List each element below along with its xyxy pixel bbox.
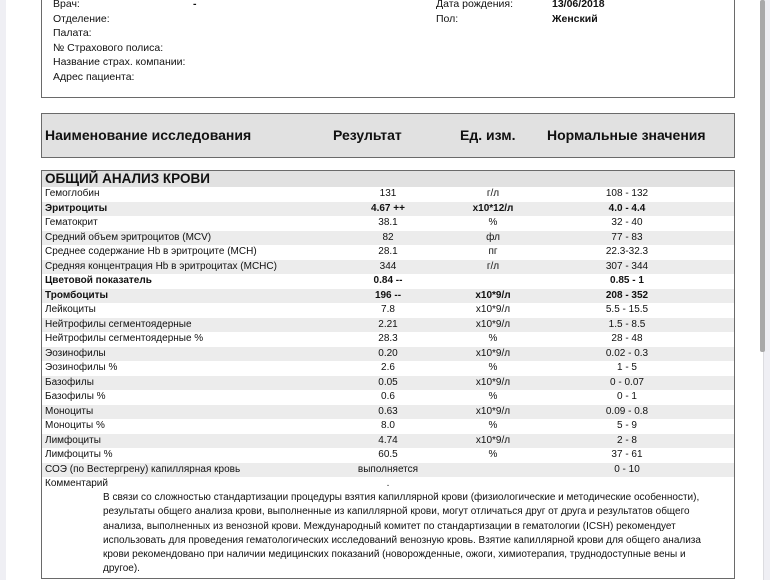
test-unit: x10*9/л [475,318,511,330]
test-result: 0.05 [378,376,398,388]
test-name: Средний объем эритроцитов (MCV) [45,231,212,243]
test-name: Комментарий [45,478,108,489]
table-row [42,361,734,376]
table-row [42,318,734,333]
sex-label: Пол: [436,13,459,25]
doctor-label: Врач: [53,0,80,10]
test-name: Средняя концентрация Hb в эритроцитах (MCHC) [45,260,277,272]
header-result: Результат [333,127,402,143]
test-result: 344 [379,260,397,272]
test-unit: x10*9/л [475,376,511,388]
test-unit: г/л [486,188,500,199]
test-name: Моноциты % [45,420,105,431]
test-result: 196 -- [374,289,402,301]
test-normal-range: 22.3-32.3 [605,246,649,257]
test-unit: x10*9/л [475,434,511,446]
test-normal-range: 5 - 9 [616,420,637,431]
test-result: 28.3 [378,333,398,344]
table-row [42,260,734,275]
test-result: . [386,478,390,489]
test-name: Гемоглобин [45,188,100,199]
test-name: Цветовой показатель [45,275,152,286]
test-result: 4.67 ++ [371,202,405,214]
doctor-value: - [193,0,197,10]
test-normal-range: 1.5 - 8.5 [608,318,646,330]
insurance-company-label: Название страх. компании: [53,56,186,68]
test-name: Лимфоциты [45,434,101,446]
test-normal-range: 28 - 48 [611,333,643,344]
table-row [42,477,734,492]
table-row [42,405,734,420]
test-normal-range: 0.85 - 1 [610,275,644,286]
test-name: Лимфоциты % [45,449,113,460]
test-unit: x10*9/л [475,405,511,417]
test-result: 0.84 -- [373,275,403,286]
table-row [42,376,734,391]
section-title: ОБЩИЙ АНАЛИЗ КРОВИ [42,171,734,187]
test-name: Эозинофилы [45,347,106,359]
test-result: 2.21 [378,318,398,330]
test-unit: пг [488,246,498,257]
test-name: Среднее содержание Hb в эритроците (MCH) [45,246,257,257]
test-name: Нейтрофилы сегментоядерные % [45,333,204,344]
test-normal-range: 0.02 - 0.3 [605,347,649,359]
table-row [42,390,734,405]
test-normal-range: 4.0 - 4.4 [608,202,646,214]
test-result: 0.63 [378,405,398,417]
sex-value: Женский [552,13,598,25]
test-normal-range: 0 - 1 [616,391,637,402]
table-row [42,463,734,478]
test-normal-range: 1 - 5 [616,362,637,373]
test-name: Нейтрофилы сегментоядерные [45,318,192,330]
table-row [42,419,734,434]
test-name: Лейкоциты [45,304,96,315]
test-result: 2.6 [381,362,395,373]
test-name: СОЭ (по Вестергрену) капиллярная кровь [45,463,241,475]
test-name: Базофилы % [45,391,106,402]
results-section [41,170,735,579]
test-normal-range: 208 - 352 [605,289,649,301]
patient-address-label: Адрес пациента: [53,71,135,83]
test-name: Базофилы [45,376,94,388]
test-normal-range: 32 - 40 [611,217,643,228]
test-unit: x10*12/л [472,202,514,214]
page-margin-left [0,0,6,580]
insurance-policy-label: № Страхового полиса: [53,42,164,54]
test-name: Гематокрит [45,217,98,228]
test-result: 4.74 [378,434,398,446]
test-name: Тромбоциты [45,289,109,301]
test-unit: % [488,333,498,344]
test-result: 131 [379,188,397,199]
birth-date-value: 13/06/2018 [552,0,605,10]
test-result: 7.8 [381,304,395,315]
test-result: 28.1 [378,246,398,257]
test-normal-range: 77 - 83 [611,231,643,243]
test-unit: % [488,449,498,460]
test-unit: фл [486,231,500,243]
test-unit: г/л [486,260,500,272]
table-row [42,289,734,304]
test-normal-range: 0 - 0.07 [610,376,644,388]
header-test-name: Наименование исследования [45,127,252,143]
test-normal-range: 0.09 - 0.8 [605,405,649,417]
table-row [42,274,734,289]
test-name: Эозинофилы % [45,362,118,373]
test-unit: x10*9/л [475,304,511,315]
table-row [42,216,734,231]
test-unit: % [488,391,498,402]
ward-label: Палата: [53,27,92,39]
test-result: 38.1 [378,217,398,228]
test-unit: x10*9/л [475,347,511,359]
scrollbar-thumb[interactable] [760,0,765,352]
test-name: Эритроциты [45,202,108,214]
comment-text: В связи со сложностью стандартизации процедуры взятия капиллярной крови (физиологические и методические особенности), результаты общего анализа крови, выполненные из капиллярной крови, могут отличаться друг от друга и результатов общего анализа, выполненных из венозной крови. Международный комитет по стандартизации в гематологии (ICSH) рекомендует использовать для проведения гематологических исследований венозную кровь. Взятие капиллярной крови для общего анализа крови рекомендовано при наличии медицинских показаний (новорожденные, ожоги, химиотерапия, труднодоступные вены и другое). [103,492,701,575]
test-unit: % [488,420,498,431]
test-normal-range: 2 - 8 [616,434,637,446]
table-row [42,231,734,246]
test-normal-range: 0 - 10 [614,463,640,475]
header-unit: Ед. изм. [460,127,516,143]
test-result: 8.0 [381,420,395,431]
test-result: выполняется [357,463,419,475]
table-row [42,448,734,463]
test-unit: % [488,362,498,373]
test-unit: x10*9/л [475,289,511,301]
table-row [42,434,734,449]
birth-date-label: Дата рождения: [436,0,513,10]
test-normal-range: 5.5 - 15.5 [605,304,649,315]
test-result: 0.6 [381,391,395,402]
test-result: 82 [382,231,394,243]
test-normal-range: 37 - 61 [611,449,643,460]
table-row [42,332,734,347]
test-result: 0.20 [378,347,398,359]
results-table-header [41,113,735,158]
table-row [42,347,734,362]
patient-info-box [41,0,735,98]
header-normal-range: Нормальные значения [547,127,706,143]
test-result: 60.5 [378,449,398,460]
test-normal-range: 108 - 132 [605,188,649,199]
table-row [42,202,734,217]
test-normal-range: 307 - 344 [605,260,649,272]
department-label: Отделение: [53,13,110,25]
test-name: Моноциты [45,405,94,417]
test-unit: % [488,217,498,228]
table-row [42,245,734,260]
table-row [42,187,734,202]
table-row [42,303,734,318]
